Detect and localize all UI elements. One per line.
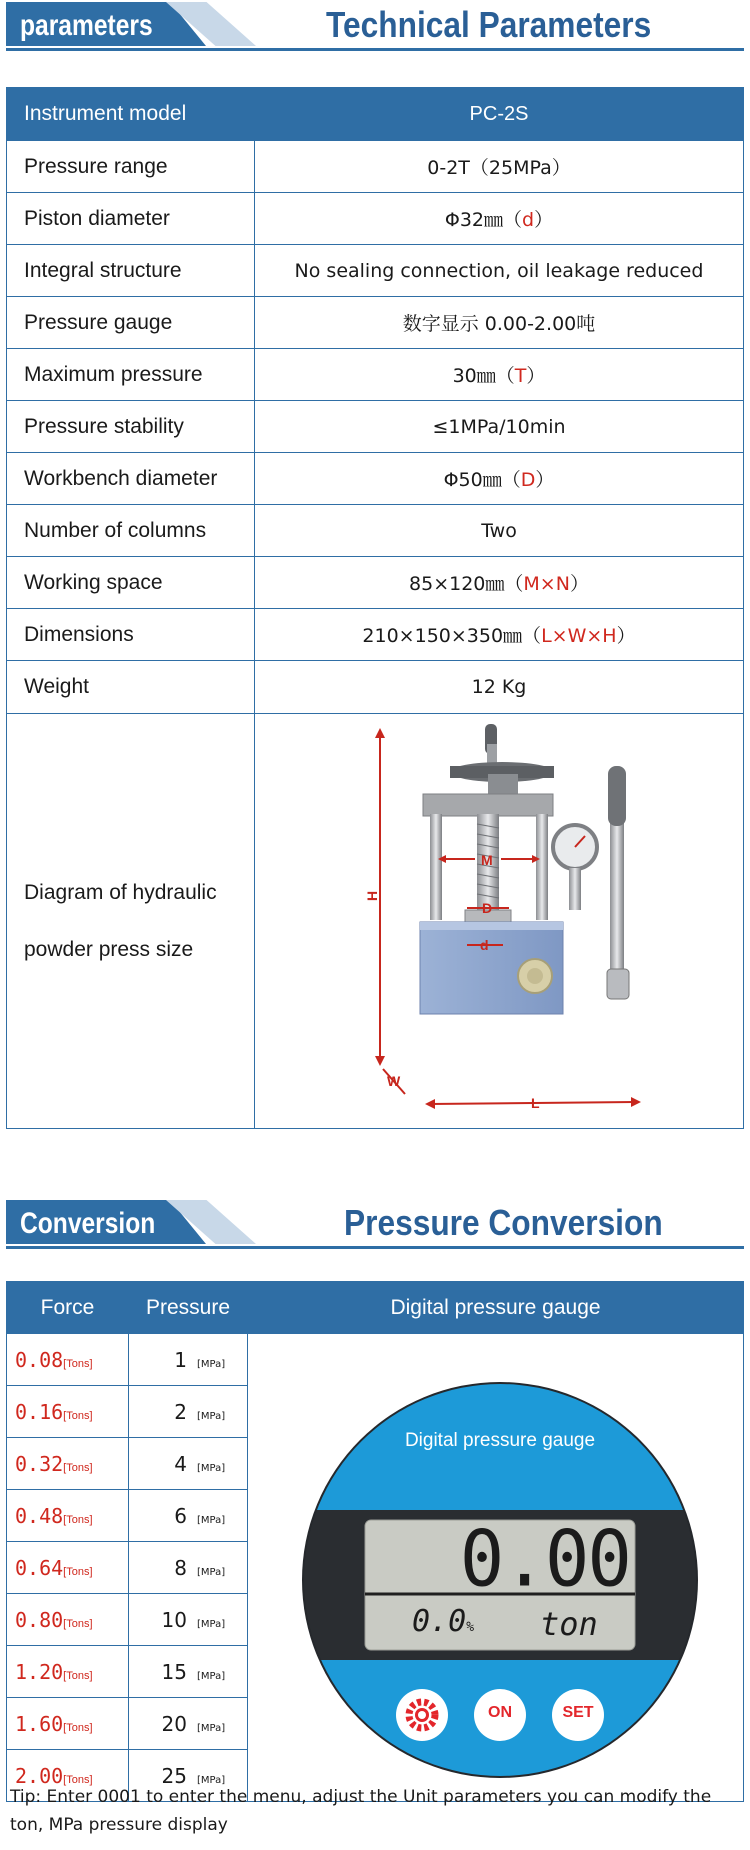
spec-value-text: 85×120㎜（: [409, 573, 524, 595]
diagram-cell: [255, 714, 744, 1129]
force-value: 1.20: [15, 1659, 64, 1684]
force-unit: [Tons]: [63, 1721, 93, 1734]
spec-value-text: 210×150×350㎜（: [362, 625, 542, 647]
pressure-unit: [MPa]: [197, 1774, 226, 1786]
spec-value: 12 Kg: [255, 661, 744, 714]
spec-value-mark: D: [520, 469, 536, 491]
spec-value: 0-2T（25MPa）: [255, 141, 744, 193]
spec-value-tail: ）: [569, 573, 589, 595]
pressure-value: 6: [174, 1503, 187, 1528]
pressure-unit: [MPa]: [197, 1618, 226, 1630]
diagram-label: [7, 714, 255, 1129]
spec-label: Dimensions: [7, 609, 255, 661]
conversion-row: [7, 1334, 744, 1386]
spec-value: Two: [255, 505, 744, 557]
diagram-row: [7, 714, 744, 1129]
mark-d-upper: D: [482, 900, 493, 916]
conversion-header-row: [7, 1282, 744, 1334]
spec-value-mark: L×W×H: [541, 625, 617, 647]
force-unit: [Tons]: [63, 1461, 93, 1474]
pressure-cell: [129, 1490, 248, 1542]
spec-row: [7, 349, 744, 401]
spec-row: [7, 453, 744, 505]
force-unit: [Tons]: [63, 1773, 93, 1786]
pressure-unit: [MPa]: [197, 1670, 226, 1682]
banner-rule: [6, 48, 744, 51]
force-unit: [Tons]: [63, 1565, 93, 1578]
gauge-percent: [412, 1602, 474, 1648]
spec-header-label: Instrument model: [7, 88, 255, 141]
spec-value-tail: ）: [526, 365, 546, 387]
spec-value: 数字显示 0.00-2.00吨: [255, 297, 744, 349]
banner-rule: [6, 1246, 744, 1249]
force-cell: [7, 1334, 129, 1386]
diagram-label-line2: powder press size: [24, 938, 194, 961]
spec-value: No sealing connection, oil leakage reduced: [255, 245, 744, 297]
spec-label: Pressure range: [7, 141, 255, 193]
pressure-cell: [129, 1386, 248, 1438]
spec-label: Workbench diameter: [7, 453, 255, 505]
spec-row: [7, 245, 744, 297]
gauge-percent-value: 0.0: [412, 1604, 467, 1639]
spec-table: [6, 87, 744, 1129]
force-cell: [7, 1542, 129, 1594]
spec-row: [7, 297, 744, 349]
spec-value-mark: T: [514, 365, 527, 387]
press-diagram: [255, 714, 750, 1128]
pressure-cell: [129, 1542, 248, 1594]
spec-value-tail: ）: [535, 469, 555, 491]
pressure-value: 15: [161, 1659, 187, 1684]
force-cell: [7, 1646, 129, 1698]
conversion-banner: [6, 1200, 744, 1250]
spec-value-tail: ）: [616, 625, 636, 647]
spec-label: Integral structure: [7, 245, 255, 297]
force-unit: [Tons]: [63, 1669, 93, 1682]
force-cell: [7, 1594, 129, 1646]
set-button-label: SET: [562, 1704, 594, 1721]
pressure-cell: [129, 1698, 248, 1750]
force-value: 0.64: [15, 1555, 64, 1580]
force-value: 2.00: [15, 1763, 64, 1788]
spec-row: [7, 557, 744, 609]
pressure-cell: [129, 1438, 248, 1490]
force-unit: [Tons]: [63, 1617, 93, 1630]
on-button-label: ON: [488, 1704, 512, 1721]
section-title: Technical Parameters: [326, 4, 652, 45]
banner-tag-text: Conversion: [20, 1207, 156, 1240]
gauge-unit: ton: [540, 1605, 598, 1643]
force-cell: [7, 1386, 129, 1438]
spec-value: [255, 557, 744, 609]
header-force: Force: [7, 1282, 129, 1334]
pressure-unit: [MPa]: [197, 1722, 226, 1734]
spec-row: [7, 401, 744, 453]
force-value: 1.60: [15, 1711, 64, 1736]
pressure-unit: [MPa]: [197, 1410, 226, 1422]
spec-row: [7, 193, 744, 245]
section-title: Pressure Conversion: [344, 1202, 663, 1243]
pressure-unit: [MPa]: [197, 1566, 226, 1578]
pressure-value: 4: [174, 1451, 187, 1476]
spec-label: Piston diameter: [7, 193, 255, 245]
technical-banner: [6, 2, 744, 52]
mark-h: H: [364, 890, 380, 901]
gauge-title: Digital pressure gauge: [404, 1430, 596, 1451]
header-gauge: Digital pressure gauge: [248, 1282, 744, 1334]
spec-value: ≤1MPa/10min: [255, 401, 744, 453]
spec-value-tail: ）: [534, 209, 554, 231]
spec-label: Working space: [7, 557, 255, 609]
force-value: 0.32: [15, 1451, 64, 1476]
spec-header-row: [7, 88, 744, 141]
spec-value: [255, 453, 744, 505]
force-cell: [7, 1438, 129, 1490]
spec-row: [7, 505, 744, 557]
spec-label: Maximum pressure: [7, 349, 255, 401]
spec-header-value: PC-2S: [255, 88, 744, 141]
banner-tag-text: parameters: [20, 9, 153, 42]
force-value: 0.08: [15, 1347, 64, 1372]
force-unit: [Tons]: [63, 1513, 93, 1526]
spec-label: Pressure gauge: [7, 297, 255, 349]
force-unit: [Tons]: [63, 1409, 93, 1422]
spec-value-mark: d: [522, 209, 535, 231]
spec-value: [255, 609, 744, 661]
pressure-value: 25: [161, 1763, 187, 1788]
spec-value: [255, 193, 744, 245]
force-cell: [7, 1698, 129, 1750]
spec-value-text: 30㎜（: [452, 365, 515, 387]
spec-row: [7, 141, 744, 193]
force-value: 0.48: [15, 1503, 64, 1528]
pressure-unit: [MPa]: [197, 1514, 226, 1526]
pressure-unit: [MPa]: [197, 1358, 226, 1370]
pressure-value: 2: [174, 1399, 187, 1424]
pressure-value: 10: [161, 1607, 187, 1632]
spec-label: Pressure stability: [7, 401, 255, 453]
mark-l: L: [531, 1095, 540, 1111]
spec-value-text: Φ50㎜（: [443, 469, 521, 491]
diagram-label-line1: Diagram of hydraulic: [24, 881, 217, 904]
force-cell: [7, 1490, 129, 1542]
force-value: 0.80: [15, 1607, 64, 1632]
force-value: 0.16: [15, 1399, 64, 1424]
mark-d-lower: d: [480, 937, 489, 953]
spec-value-mark: M×N: [523, 573, 570, 595]
digital-gauge: [300, 1380, 700, 1780]
gauge-reading: 0.00: [459, 1513, 630, 1605]
spec-row: [7, 661, 744, 714]
spec-label: Weight: [7, 661, 255, 714]
header-pressure: Pressure: [129, 1282, 248, 1334]
spec-row: [7, 609, 744, 661]
mark-m: M: [481, 852, 493, 868]
spec-value: [255, 349, 744, 401]
press-machine: [420, 724, 629, 1014]
pressure-cell: [129, 1334, 248, 1386]
force-unit: [Tons]: [63, 1357, 93, 1370]
spec-label: Number of columns: [7, 505, 255, 557]
gear-button[interactable]: [396, 1689, 448, 1741]
pressure-cell: [129, 1646, 248, 1698]
spec-value-text: Φ32㎜（: [444, 209, 523, 231]
pressure-cell: [129, 1594, 248, 1646]
pressure-value: 20: [161, 1711, 187, 1736]
pressure-value: 1: [174, 1347, 187, 1372]
pressure-unit: [MPa]: [197, 1462, 226, 1474]
pressure-value: 8: [174, 1555, 187, 1580]
tip-text: Tip: Enter 0001 to enter the menu, adjust the Unit parameters you can modify the ton, MPa pressure display: [10, 1787, 712, 1835]
mark-w: W: [387, 1073, 401, 1089]
gauge-percent-sign: %: [466, 1620, 475, 1635]
